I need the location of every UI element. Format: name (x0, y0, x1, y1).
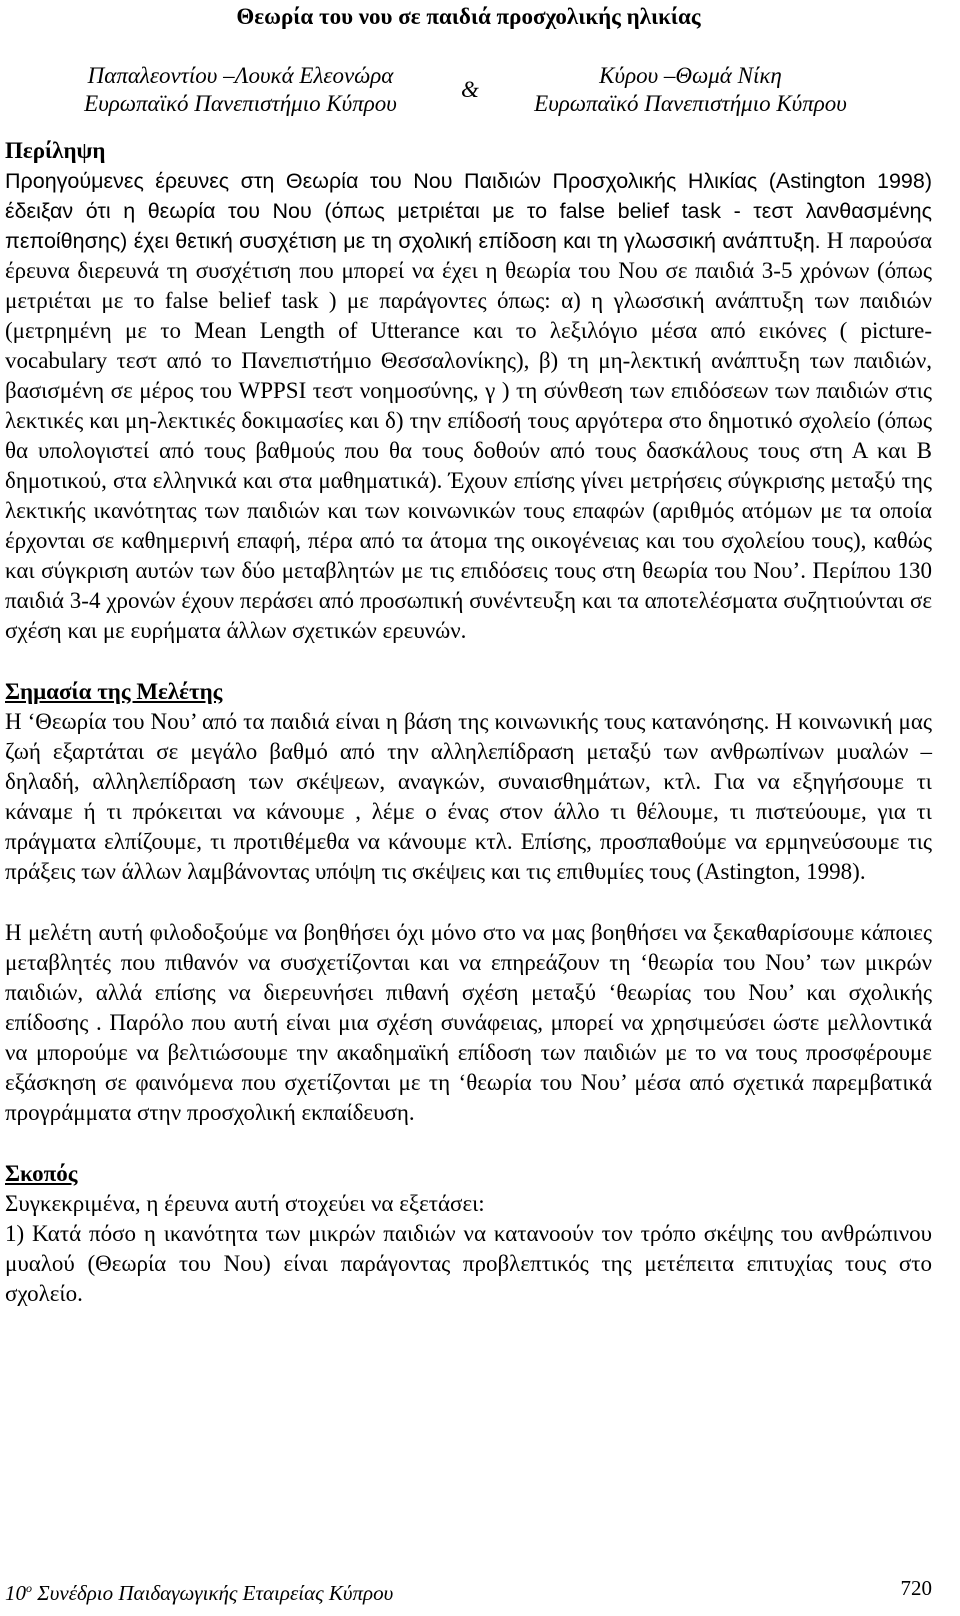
paper-title: Θεωρία του νου σε παιδιά προσχολικής ηλικίας (236, 4, 701, 29)
significance-section (5, 677, 932, 1128)
author-left (63, 62, 418, 118)
abstract-heading: Περίληψη (5, 138, 106, 163)
conference-ordinal: ο (26, 1581, 32, 1595)
conference-number: 10 (5, 1581, 26, 1605)
author-left-name: Παπαλεοντίου –Λουκά Ελεονώρα (87, 63, 394, 88)
author-ampersand: & (461, 77, 479, 102)
author-right-affiliation: Ευρωπαϊκό Πανεπιστήμιο Κύπρου (534, 91, 847, 116)
significance-paragraph-2: Η μελέτη αυτή φιλοδοξούμε να βοηθήσει όχι μόνο στο να μας βοηθήσει να ξεκαθαρίσουμε κάποιες μεταβλητές που πιθανόν να συσχετίζονται και να επηρεάζουν τη ‘θεωρία του Νου’ των μικρών παιδιών, αλλά επίσης να διερευνήσει πιθανή σχέση μεταξύ ‘θεωρίας του Νου’ και σχολικής επίδοσης . Παρόλο που αυτή είναι μια σχέση συνάφειας, μπορεί να χρησιμεύσει ώστε μελλοντικά να μπορούμε να βελτιώσουμε την ακαδημαϊκή επίδοση των παιδιών με το να τους προσφέρουμε εξάσκηση σε φαινόμενα που σχετίζονται με τη ‘θεωρία του Νου’ μέσα από σχετικά παρεμβατικά προγράμματα στην προσχολική εκπαίδευση. (5, 920, 932, 1125)
aim-item-1: 1) Κατά πόσο η ικανότητα των μικρών παιδιών να κατανοούν τον τρόπο σκέψης του ανθρώπινου μυαλού (Θεωρία του Νου) είναι παράγοντας προβλεπτικός της μετέπειτα επιτυχίας τους στο σχολείο. (5, 1221, 932, 1306)
author-right (513, 62, 868, 118)
abstract-body-text: Η παρούσα έρευνα διερευνά τη συσχέτιση που μπορεί να έχει η θεωρία του Νου σε παιδιά 3-5 χρόνων (όπως μετριέται με το false belief task ) με παράγοντες όπως: α) η γλωσσική ανάπτυξη των παιδιών (μετρημένη με το Mean Length of Utterance και το λεξιλόγιο μέσα από εικόνες ( picture- vocabulary τεστ από το Πανεπιστήμιο Θεσσαλονίκης), β) τη μη-λεκτική ανάπτυξη των παιδιών, βασισμένη σε μέρος του WPPSI τεστ νοημοσύνης, γ ) τη σύνθεση των επιδόσεων των παιδιών στις λεκτικές και μη-λεκτικές δοκιμασίες και δ) την επίδοσή τους αργότερα στο δημοτικό σχολείο (όπως θα υπολογιστεί από τους βαθμούς που θα τους δοθούν από τους δασκάλους τους στη Α και Β δημοτικού, στα ελληνικά και στα μαθηματικά). Έχουν επίσης γίνει μετρήσεις σύγκρισης μεταξύ της λεκτικής ικανότητας των παιδιών και των κοινωνικών τους επαφών (αριθμός ατόμων με τα οποία έρχονται σε καθημερινή επαφή, πέρα από τα άτομα της οικογένειας και του σχολείου τους), καθώς και σύγκριση αυτών των δύο μεταβλητών με τις επιδόσεις τους στη θεωρία του Νου’. Περίπου 130 παιδιά 3-4 χρονών έχουν περάσει από προσωπική συνέντευξη και τα αποτελέσματα συζητιούνται σε σχέση και με ευρήματα άλλων σχετικών ερευνών. (5, 228, 933, 643)
page-footer (5, 1574, 932, 1607)
abstract-paragraph (5, 166, 932, 646)
authors-block (5, 62, 932, 136)
aim-heading: Σκοπός (5, 1161, 78, 1186)
conference-name (5, 1574, 393, 1607)
significance-heading: Σημασία της Μελέτης (5, 679, 223, 704)
author-right-name: Κύρου –Θωμά Νίκη (599, 63, 782, 88)
abstract-lead-text: Προηγούμενες έρευνες στη Θεωρία του Νου Παιδιών Προσχολικής Ηλικίας (Astington 1998) έδειξαν ότι η θεωρία του Νου (όπως μετριέται με το false belief task - τεστ λανθασμένης πεποίθησης) έχει θετική συσχέτιση με τη σχολική επίδοση και τη γλωσσική ανάπτυξη. (5, 169, 932, 253)
aim-intro: Συγκεκριμένα, η έρευνα αυτή στοχεύει να εξετάσει: (5, 1191, 485, 1216)
author-left-affiliation: Ευρωπαϊκό Πανεπιστήμιο Κύπρου (84, 91, 397, 116)
page-number: 720 (900, 1576, 932, 1600)
conference-title: Συνέδριο Παιδαγωγικής Εταιρείας Κύπρου (32, 1581, 394, 1605)
document-page (5, 0, 932, 1309)
significance-paragraph-1: Η ‘Θεωρία του Νου’ από τα παιδιά είναι η βάση της κοινωνικής τους κατανόησης. Η κοινωνική μας ζωή εξαρτάται σε μεγάλο βαθμό από την αλληλεπίδραση μεταξύ των ανθρωπίνων μυαλών – δηλαδή, αλληλεπίδραση των σκέψεων, αναγκών, συναισθημάτων, κτλ. Για να εξηγήσουμε τι κάναμε ή τι πρόκειται να κάνουμε , λέμε ο ένας στον άλλο τι θέλουμε, τι πιστεύουμε, για τι πράγματα ελπίζουμε, τι προτιθέμεθα να κάνουμε κτλ. Επίσης, προσπαθούμε να ερμηνεύσουμε τις πράξεις των άλλων λαμβάνοντας υπόψη τις σκέψεις και τις επιθυμίες τους (Astington, 1998). (5, 709, 932, 884)
abstract-section (5, 136, 932, 646)
aim-section (5, 1159, 932, 1309)
